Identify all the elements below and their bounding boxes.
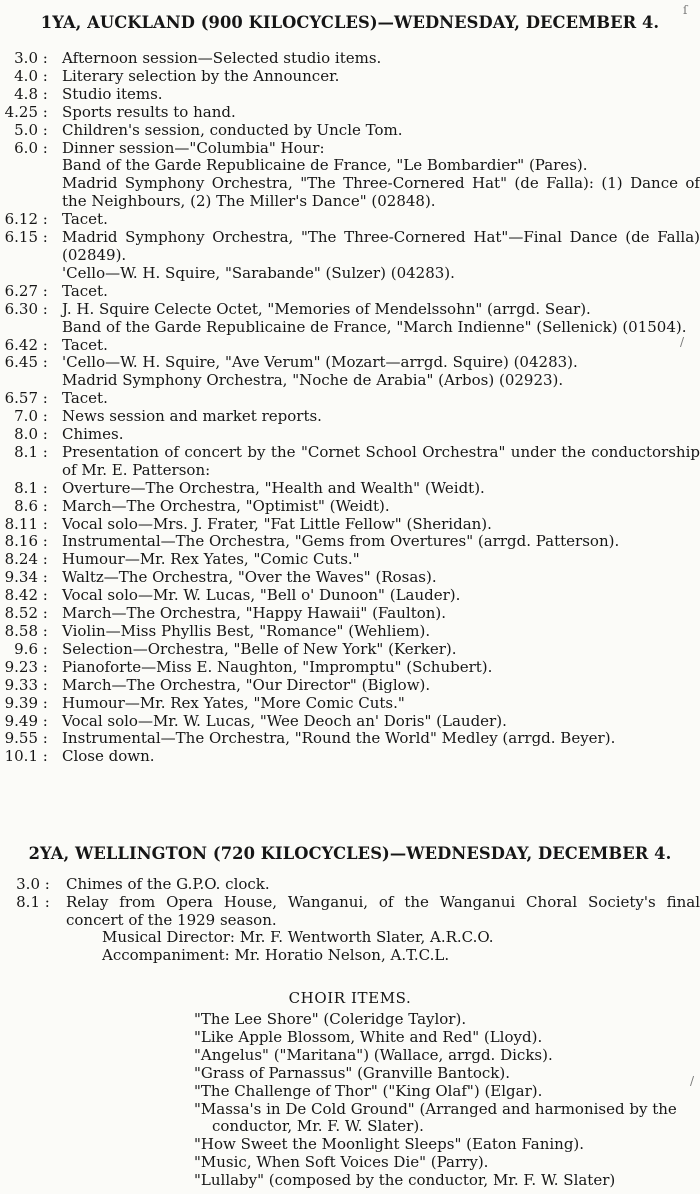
entry-separator: : [38,550,53,569]
entry-separator: : [40,892,55,911]
entry-separator: : [38,228,53,247]
schedule-entry [0,372,700,390]
choir-item: "Like Apple Blossom, White and Red" (Lloyd). [194,1027,543,1046]
entry-separator: : [38,675,53,694]
entry-separator: : [38,729,53,748]
schedule-entry [0,605,700,623]
schedule-entry [0,301,700,319]
entry-separator: : [38,657,53,676]
entry-separator: : [38,478,53,497]
entry-time: 4.8 [14,84,38,103]
entry-time: 10.1 [4,747,38,766]
entry-text: Madrid Symphony Orchestra, "The Three-Cornered Hat"—Final Dance (de Falla) (02849). [62,228,700,264]
entry-time: 8.1 [16,892,40,911]
entry-time: 6.27 [4,281,38,300]
entry-time: 8.16 [4,532,38,551]
entry-separator: : [38,120,53,139]
entry-text: Band of the Garde Republicaine de France, "Le Bombardier" (Pares). [62,156,588,175]
credit-accompaniment: Accompaniment: Mr. Horatio Nelson, A.T.C.L. [102,945,450,964]
choir-items-list [194,1010,695,1190]
entry-text: 'Cello—W. H. Squire, "Sarabande" (Sulzer) (04283). [62,263,455,282]
entry-time: 9.34 [4,568,38,587]
entry-time: 3.0 [14,49,38,67]
schedule-entry [0,730,700,748]
entry-time: 8.24 [4,550,38,569]
entry-text: March—The Orchestra, "Optimist" (Weidt). [62,496,390,515]
entry-text: Close down. [62,747,155,766]
schedule-entry [0,157,700,175]
schedule-entry [0,713,700,731]
entry-time: 8.58 [4,622,38,640]
entry-separator: : [38,693,53,712]
schedule-entry [0,480,700,498]
entry-time: 8.11 [4,514,38,533]
entry-separator: : [38,496,53,515]
schedule-entry [0,337,700,355]
entry-time: 6.30 [4,299,38,318]
entry-separator: : [38,49,53,67]
entry-text: Band of the Garde Republicaine de France, "March Indienne" (Sellenick) (01504). [62,317,687,336]
entry-separator: : [38,210,53,229]
schedule-entry [0,68,700,86]
entry-separator: : [38,335,53,354]
schedule-entry [0,50,700,68]
entry-separator: : [38,281,53,300]
entry-text: Tacet. [62,335,108,354]
entry-text: Vocal solo—Mr. W. Lucas, "Bell o' Dunoon" (Lauder). [62,586,461,605]
entry-time: 9.6 [14,639,38,658]
entry-time: 8.1 [14,442,38,461]
choir-item: "Massa's in De Cold Ground" (Arranged and harmonised by the conductor, Mr. F. W. Slater). [194,1099,677,1136]
entry-text: Madrid Symphony Orchestra, "Noche de Arabia" (Arbos) (02923). [62,371,564,390]
entry-separator: : [38,514,53,533]
schedule-entry [0,426,700,444]
entry-separator: : [38,639,53,658]
schedule-wellington [0,876,700,930]
credits-block [102,929,690,965]
entry-text: Vocal solo—Mr. W. Lucas, "Wee Deoch an' Doris" (Lauder). [62,711,507,730]
entry-time: 6.45 [4,353,38,372]
entry-text: Vocal solo—Mrs. J. Frater, "Fat Little Fellow" (Sheridan). [62,514,492,533]
schedule-entry [0,229,700,265]
entry-time: 6.15 [4,228,38,247]
entry-separator: : [38,299,53,318]
entry-text: Tacet. [62,389,108,408]
entry-text: Humour—Mr. Rex Yates, "Comic Cuts." [62,550,360,569]
schedule-entry [0,104,700,122]
schedule-entry [0,122,700,140]
entry-text: Literary selection by the Announcer. [62,66,340,85]
schedule-entry [0,894,700,930]
entry-text: March—The Orchestra, "Our Director" (Biglow). [62,675,431,694]
entry-separator: : [38,389,53,408]
schedule-entry [0,641,700,659]
entry-text: Pianoforte—Miss E. Naughton, "Impromptu" (Schubert). [62,657,493,676]
entry-time: 6.57 [4,389,38,408]
entry-time: 8.0 [14,425,38,444]
schedule-entry [0,390,700,408]
entry-text: Chimes of the G.P.O. clock. [66,875,270,893]
entry-time: 8.6 [14,496,38,515]
schedule-entry [0,587,700,605]
station-heading-auckland: 1YA, AUCKLAND (900 KILOCYCLES)—WEDNESDAY, DECEMBER 4. [40,13,660,32]
entry-time: 6.0 [14,138,38,157]
schedule-entry [0,140,700,158]
entry-time: 8.52 [4,604,38,623]
schedule-entry [0,623,700,641]
credit-musical-director: Musical Director: Mr. F. Wentworth Slater, A.R.C.O. [102,928,494,946]
entry-separator: : [38,604,53,623]
schedule-entry [0,551,700,569]
entry-time: 4.25 [4,102,38,121]
entry-text: 'Cello—W. H. Squire, "Ave Verum" (Mozart—arrgd. Squire) (04283). [62,353,578,372]
entry-time: 8.1 [14,478,38,497]
entry-text: J. H. Squire Celecte Octet, "Memories of Mendelssohn" (arrgd. Sear). [62,299,591,318]
entry-text: Humour—Mr. Rex Yates, "More Comic Cuts." [62,693,405,712]
entry-separator: : [38,568,53,587]
schedule-entry [0,659,700,677]
entry-text: Tacet. [62,210,108,229]
schedule-entry [0,319,700,337]
entry-time: 5.0 [14,120,38,139]
schedule-entry [0,748,700,766]
entry-text: Violin—Miss Phyllis Best, "Romance" (Wehliem). [62,622,431,640]
entry-text: March—The Orchestra, "Happy Hawaii" (Faulton). [62,604,447,623]
entry-time: 6.12 [4,210,38,229]
entry-time: 3.0 [16,875,40,893]
entry-separator: : [38,622,53,640]
schedule-entry [0,86,700,104]
choir-item: "How Sweet the Moonlight Sleeps" (Eaton Faning). [194,1135,585,1154]
schedule-entry [0,444,700,480]
choir-item: "Grass of Parnassus" (Granville Bantock). [194,1063,510,1082]
entry-separator: : [38,532,53,551]
choir-item: "The Lee Shore" (Coleridge Taylor). [194,1010,467,1028]
entry-text: News session and market reports. [62,407,322,426]
entry-text: Chimes. [62,425,124,444]
entry-text: Overture—The Orchestra, "Health and Wealth" (Weidt). [62,478,485,497]
choir-item: "Music, When Soft Voices Die" (Parry). [194,1153,489,1172]
schedule-entry [0,211,700,229]
entry-separator: : [38,407,53,426]
schedule-entry [0,283,700,301]
entry-separator: : [38,353,53,372]
schedule-entry [0,354,700,372]
schedule-entry [0,876,700,894]
entry-text: Waltz—The Orchestra, "Over the Waves" (Rosas). [62,568,437,587]
entry-separator: : [38,138,53,157]
speck-mark: / [690,1074,695,1088]
schedule-entry [0,677,700,695]
schedule-entry [0,175,700,211]
speck-mark: / [680,335,685,349]
choir-items-heading: CHOIR ITEMS. [288,989,412,1007]
entry-time: 7.0 [14,407,38,426]
choir-item: "The Challenge of Thor" ("King Olaf") (Elgar). [194,1081,543,1100]
entry-text: Presentation of concert by the "Cornet School Orchestra" under the conductorship of Mr. E. Patterson: [62,442,700,479]
entry-time: 9.33 [4,675,38,694]
entry-separator: : [38,586,53,605]
entry-text: Instrumental—The Orchestra, "Round the World" Medley (arrgd. Beyer). [62,729,616,748]
entry-time: 9.55 [4,729,38,748]
entry-separator: : [38,425,53,444]
entry-text: Studio items. [62,84,163,103]
entry-time: 4.0 [14,66,38,85]
entry-text: Instrumental—The Orchestra, "Gems from Overtures" (arrgd. Patterson). [62,532,620,551]
entry-text: Dinner session—"Columbia" Hour: [62,138,325,157]
speck-mark: ſ [683,3,688,17]
entry-separator: : [40,875,55,893]
entry-separator: : [38,442,53,461]
schedule-entry [0,265,700,283]
schedule-entry [0,408,700,426]
station-heading-wellington: 2YA, WELLINGTON (720 KILOCYCLES)—WEDNESDAY, DECEMBER 4. [28,844,672,863]
entry-text: Madrid Symphony Orchestra, "The Three-Cornered Hat" (de Falla): (1) Dance of the Neighbours, (2) The Miller's Dance" (02848). [62,174,700,211]
entry-text: Relay from Opera House, Wanganui, of the Wanganui Choral Society's final concert of the 1929 season. [66,892,700,929]
entry-text: Sports results to hand. [62,102,236,121]
entry-separator: : [38,747,53,766]
entry-separator: : [38,102,53,121]
choir-item: "Lullaby" (composed by the conductor, Mr. F. W. Slater) [194,1171,616,1190]
entry-time: 8.42 [4,586,38,605]
entry-text: Selection—Orchestra, "Belle of New York" (Kerker). [62,639,457,658]
entry-time: 9.39 [4,693,38,712]
entry-text: Afternoon session—Selected studio items. [62,49,382,67]
entry-time: 9.23 [4,657,38,676]
entry-separator: : [38,711,53,730]
choir-item: "Angelus" ("Maritana") (Wallace, arrgd. Dicks). [194,1045,553,1064]
entry-text: Children's session, conducted by Uncle Tom. [62,120,403,139]
entry-time: 6.42 [4,335,38,354]
schedule-auckland [0,50,700,766]
schedule-entry [0,569,700,587]
entry-separator: : [38,66,53,85]
schedule-entry [0,695,700,713]
entry-text: Tacet. [62,281,108,300]
entry-separator: : [38,84,53,103]
schedule-entry [0,533,700,551]
entry-time: 9.49 [4,711,38,730]
schedule-entry [0,498,700,516]
schedule-entry [0,516,700,534]
